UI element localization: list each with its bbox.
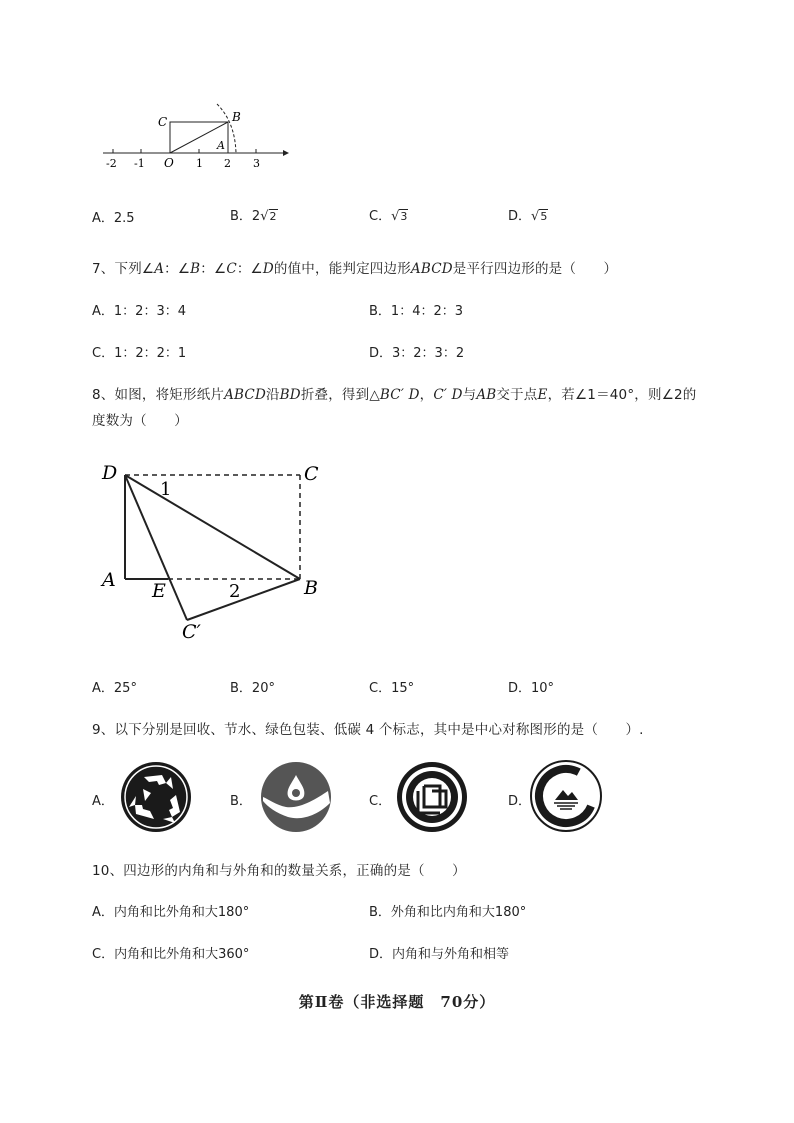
q9-stem: 9、以下分别是回收、节水、绿色包装、低碳 4 个标志，其中是中心对称图形的是（ ）. (92, 722, 644, 738)
q7-option-c[interactable] (92, 342, 186, 361)
option-letter: C． (92, 947, 115, 962)
tick-label: -1 (134, 157, 145, 170)
q6-option-d[interactable] (508, 205, 548, 224)
option-letter: B． (230, 681, 252, 696)
option-letter: D． (369, 947, 393, 962)
text: ：∠ (200, 261, 227, 277)
label-c: C (158, 115, 168, 129)
math-var: B (190, 261, 201, 277)
text: 的值中，能判定四边形 (273, 261, 411, 277)
option-letter: D． (508, 681, 532, 696)
option-letter: A． (92, 304, 114, 319)
label-a: A (217, 139, 225, 152)
text: 交于点 (496, 387, 538, 403)
option-text: 1：4：2：3 (390, 304, 464, 319)
q8-stem-line1 (92, 383, 697, 403)
option-letter: C． (92, 346, 115, 361)
radicand: 2 (269, 210, 277, 223)
tick-label: 2 (224, 157, 231, 170)
q8-stem-line2: 度数为（ ） (92, 413, 188, 429)
label-b: B (232, 110, 241, 124)
option-letter: D． (369, 346, 393, 361)
angle-label-2: 2 (229, 581, 241, 602)
recycle-logo-icon[interactable] (119, 761, 193, 833)
green-packaging-logo-icon[interactable] (396, 761, 468, 833)
q10-option-c[interactable] (92, 943, 249, 962)
label-e: E (152, 580, 166, 602)
option-letter: A． (92, 681, 114, 696)
text: 与 (462, 387, 477, 403)
text: 7、下列∠ (92, 261, 155, 277)
option-letter: C． (369, 209, 392, 224)
math-var: D (262, 261, 274, 277)
q10-option-a[interactable] (92, 901, 249, 920)
option-coefficient: 2 (251, 209, 261, 224)
low-carbon-logo-icon[interactable] (530, 760, 602, 832)
option-text: 内角和与外角和相等 (392, 947, 510, 962)
q8-option-b[interactable] (230, 677, 275, 696)
q9-option-d-letter[interactable]: D． (508, 794, 532, 809)
q10-stem: 10、四边形的内角和与外角和的数量关系，正确的是（ ） (92, 863, 466, 879)
q7-stem (92, 257, 617, 277)
label-d: D (102, 462, 118, 484)
text: 折叠，得到△ (300, 387, 380, 403)
math-var: AB (476, 387, 497, 403)
tick-label: 1 (196, 157, 203, 170)
sqrt-icon: √ (260, 209, 269, 224)
axis-arrow (283, 150, 289, 156)
label-o: O (164, 156, 174, 170)
label-c: C (304, 463, 319, 485)
radicand: 5 (540, 210, 548, 223)
folded-rectangle-figure (98, 455, 328, 645)
option-letter: B． (369, 304, 391, 319)
text: ， (419, 387, 434, 403)
option-letter: A． (92, 211, 114, 226)
angle-label-1: 1 (160, 479, 172, 500)
option-text: 15° (391, 681, 415, 696)
math-var: ABCD (224, 387, 266, 403)
math-var: C′ D (433, 387, 463, 403)
option-text: 1：2：2：1 (114, 346, 187, 361)
sqrt-expression (391, 209, 408, 224)
number-line-figure (95, 100, 295, 175)
label-b: B (304, 577, 318, 599)
text: 是平行四边形的是（ ） (452, 261, 618, 277)
q6-option-a[interactable] (92, 207, 135, 226)
math-var: C (226, 261, 237, 277)
option-text: 内角和比外角和大180° (113, 905, 250, 920)
math-var: BD (279, 387, 301, 403)
math-var: A (154, 261, 165, 277)
option-text: 2.5 (113, 211, 135, 226)
option-text: 1：2：3：4 (113, 304, 186, 319)
text: 沿 (265, 387, 280, 403)
fold-line-db (125, 475, 300, 579)
math-var: BC′ D (379, 387, 420, 403)
option-letter: C． (369, 681, 392, 696)
q7-option-d[interactable] (369, 342, 464, 361)
radicand: 3 (400, 210, 408, 223)
q7-option-a[interactable] (92, 300, 186, 319)
tick-label: -2 (106, 157, 117, 170)
option-letter: D． (508, 209, 532, 224)
water-saving-logo-icon[interactable] (260, 761, 332, 833)
q7-option-b[interactable] (369, 300, 463, 319)
q8-option-a[interactable] (92, 677, 137, 696)
q9-option-b-letter[interactable]: B． (230, 794, 252, 809)
sqrt-expression (531, 209, 548, 224)
text: ：∠ (164, 261, 191, 277)
option-letter: B． (230, 209, 252, 224)
tick-label: 3 (253, 157, 260, 170)
option-text: 内角和比外角和大360° (114, 947, 250, 962)
option-text: 外角和比内角和大180° (390, 905, 527, 920)
q6-option-c[interactable] (369, 205, 408, 224)
q9-option-a-letter[interactable]: A． (92, 794, 114, 809)
q10-option-d[interactable] (369, 943, 509, 962)
option-letter: A． (92, 905, 114, 920)
sqrt-icon: √ (531, 209, 540, 224)
option-text: 20° (251, 681, 275, 696)
q10-option-b[interactable] (369, 901, 526, 920)
section-title: 第Ⅱ卷（非选择题 70分） (298, 993, 496, 1011)
q6-option-b[interactable] (230, 205, 278, 224)
edge-c-prime-b (187, 579, 300, 620)
option-text: 25° (113, 681, 137, 696)
option-text: 3：2：3：2 (392, 346, 465, 361)
sqrt-icon: √ (391, 209, 400, 224)
label-c-prime: C′ (182, 621, 201, 643)
option-text: 10° (531, 681, 555, 696)
option-letter: B． (369, 905, 391, 920)
q8-option-c[interactable] (369, 677, 414, 696)
q9-option-c-letter[interactable]: C． (369, 794, 392, 809)
text: 8、如图，将矩形纸片 (92, 387, 225, 403)
q8-option-d[interactable] (508, 677, 554, 696)
label-a: A (102, 569, 116, 591)
sqrt-expression (260, 209, 277, 224)
text: ：∠ (236, 261, 263, 277)
text: ，若∠1＝40°，则∠2的 (547, 387, 697, 403)
math-var: ABCD (410, 261, 453, 277)
math-var: E (537, 387, 548, 403)
